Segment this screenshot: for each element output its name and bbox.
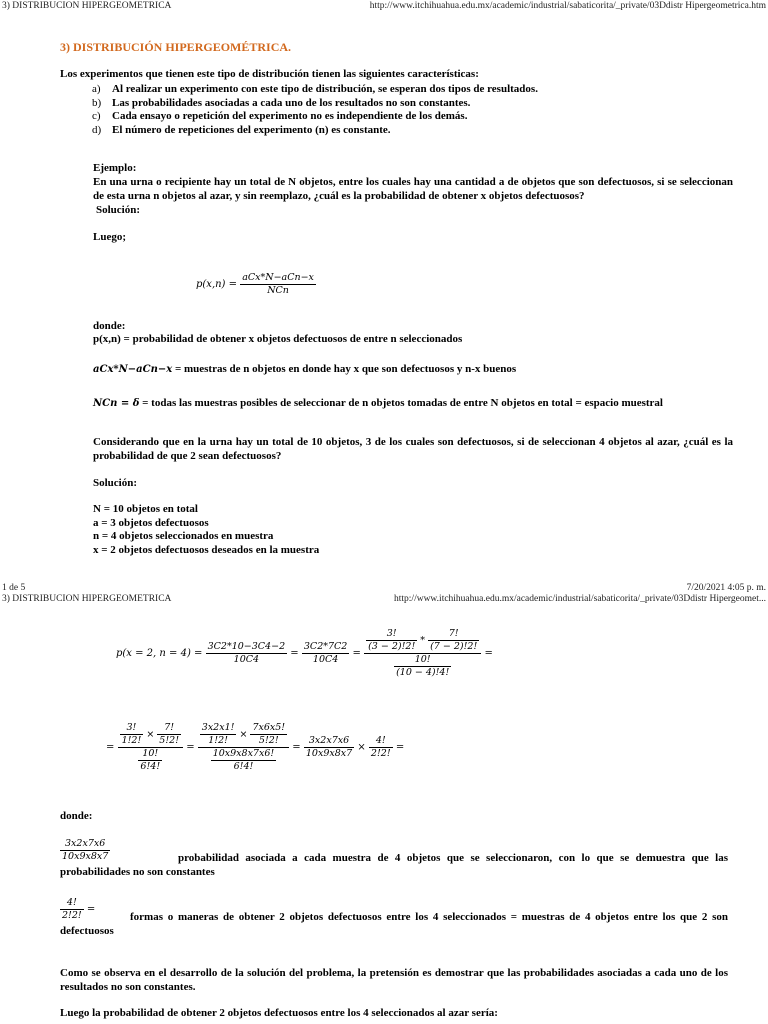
given-item: n = 4 objetos seleccionados en muestra: [93, 530, 274, 542]
given-item: N = 10 objetos en total: [93, 503, 198, 515]
definition-sample-space: NCn = δ = todas las muestras posibles de seleccionar de n objetos tomadas de entre N objetos en total = espacio muestral: [93, 397, 663, 409]
given-item: a = 3 objetos defectuosos: [93, 516, 209, 529]
intro-text: Los experimentos que tienen este tipo de distribución tienen las siguientes características:: [60, 68, 479, 80]
equation-line-2: = $\frac{3!}{1!2!}$ × $\frac{7!}{5!2!}$ $\frac{10!}{6!4!}$ = $\frac{3x2x1!}{1!2!}$ × $\frac{7x6x5!}{5!2!}$ $\frac{10x9x8x7x6!}{6!4!}$ = $\frac{3x2x7x6}{10x9x8x7}$ × $\frac{4!}{2!2!}$ =: [106, 722, 405, 772]
page2-header: [0, 594, 768, 606]
luego-label: Luego;: [93, 231, 126, 243]
page2-header-title: 3) DISTRIBUCION HIPERGEOMETRICA: [2, 594, 172, 604]
page-title: 3) DISTRIBUCIÓN HIPERGEOMÉTRICA.: [60, 40, 292, 54]
problem-statement: Considerando que en la urna hay un total de 10 objetos, 3 de los cuales son defectuosos, si de seleccionan 4 objetos al azar, ¿cuál es la probabilidad de que 2 sean defectuosos?: [93, 436, 733, 462]
explanation-text-2: formas o maneras de obtener 2 objetos defectuosos entre los 4 seleccionados = muestras de 4 objetos entre los que 2 son defectuosos: [60, 911, 728, 937]
page2-header-url[interactable]: http://www.itchihuahua.edu.mx/academic/industrial/sabaticorita/_private/03Ddistr Hipergeomet...: [394, 594, 766, 604]
page1-header-url[interactable]: http://www.itchihuahua.edu.mx/academic/industrial/sabaticorita/_private/03Ddistr Hipergeometrica.htm: [369, 1, 766, 11]
donde-label: donde:: [93, 320, 126, 332]
givens-list: [93, 503, 319, 557]
conclusion-text: Como se observa en el desarrollo de la solución del problema, la pretensión es demostrar que las probabilidades asociadas a cada uno de los resultados no son constantes.: [60, 967, 728, 993]
page1-header-title: 3) DISTRIBUCION HIPERGEOMETRICA: [2, 1, 172, 11]
equation-line-1: p(x = 2, n = 4) = $\frac{3C2*10-3C4-2}{10C4}$ = $\frac{3C2*7C2}{10C4}$ = $\frac{3!}{(3 - 2)!2!}$ * $\frac{7!}{(7 - 2)!2!}$ $\frac{10!}{(10 - 4)!4!}$ =: [116, 628, 493, 678]
donde-label-2: donde:: [60, 810, 93, 822]
solucion-label: Solución:: [96, 204, 141, 216]
page-number: 1 de 5: [2, 583, 26, 593]
ejemplo-label: Ejemplo:: [93, 162, 137, 174]
definition-favorable: aCx*N−aCn−x = muestras de n objetos en donde hay x que son defectuosos y n-x buenos: [93, 363, 517, 375]
explanation-text-1: probabilidad asociada a cada muestra de 4 objetos que se seleccionaron, con lo que se demuestra que las probabilidades no son constantes: [60, 852, 728, 878]
explanation-fraction-2: $\frac{4!}{2!2!}$ =: [62, 897, 96, 921]
explanation-fraction-1: $\frac{3x2x7x6}{10x9x8x7}$: [62, 838, 109, 862]
solucion2-label: Solución:: [93, 477, 138, 489]
final-statement: Luego la probabilidad de obtener 2 objetos defectuosos entre los 4 seleccionados al azar sería:: [60, 1007, 498, 1019]
page1-header: [0, 1, 768, 13]
ejemplo-text: En una urna o recipiente hay un total de N objetos, entre los cuales hay una cantidad a de objetos que son defectuosos, si se seleccionan de esta urna n objetos al azar, y sin reemplazo, ¿cuál es la probabilidad de obtener x objetos defectuosos?: [93, 176, 733, 202]
given-item: x = 2 objetos defectuosos deseados en la muestra: [93, 543, 320, 556]
print-date: 7/20/2021 4:05 p. m.: [686, 583, 766, 593]
general-formula: p(x,n) = $\frac{\text{aCx*N−aCn−x}}{\text{NCn}}$: [196, 272, 314, 296]
definition-pxn: p(x,n) = probabilidad de obtener x objetos defectuosos de entre n seleccionados: [93, 333, 463, 345]
